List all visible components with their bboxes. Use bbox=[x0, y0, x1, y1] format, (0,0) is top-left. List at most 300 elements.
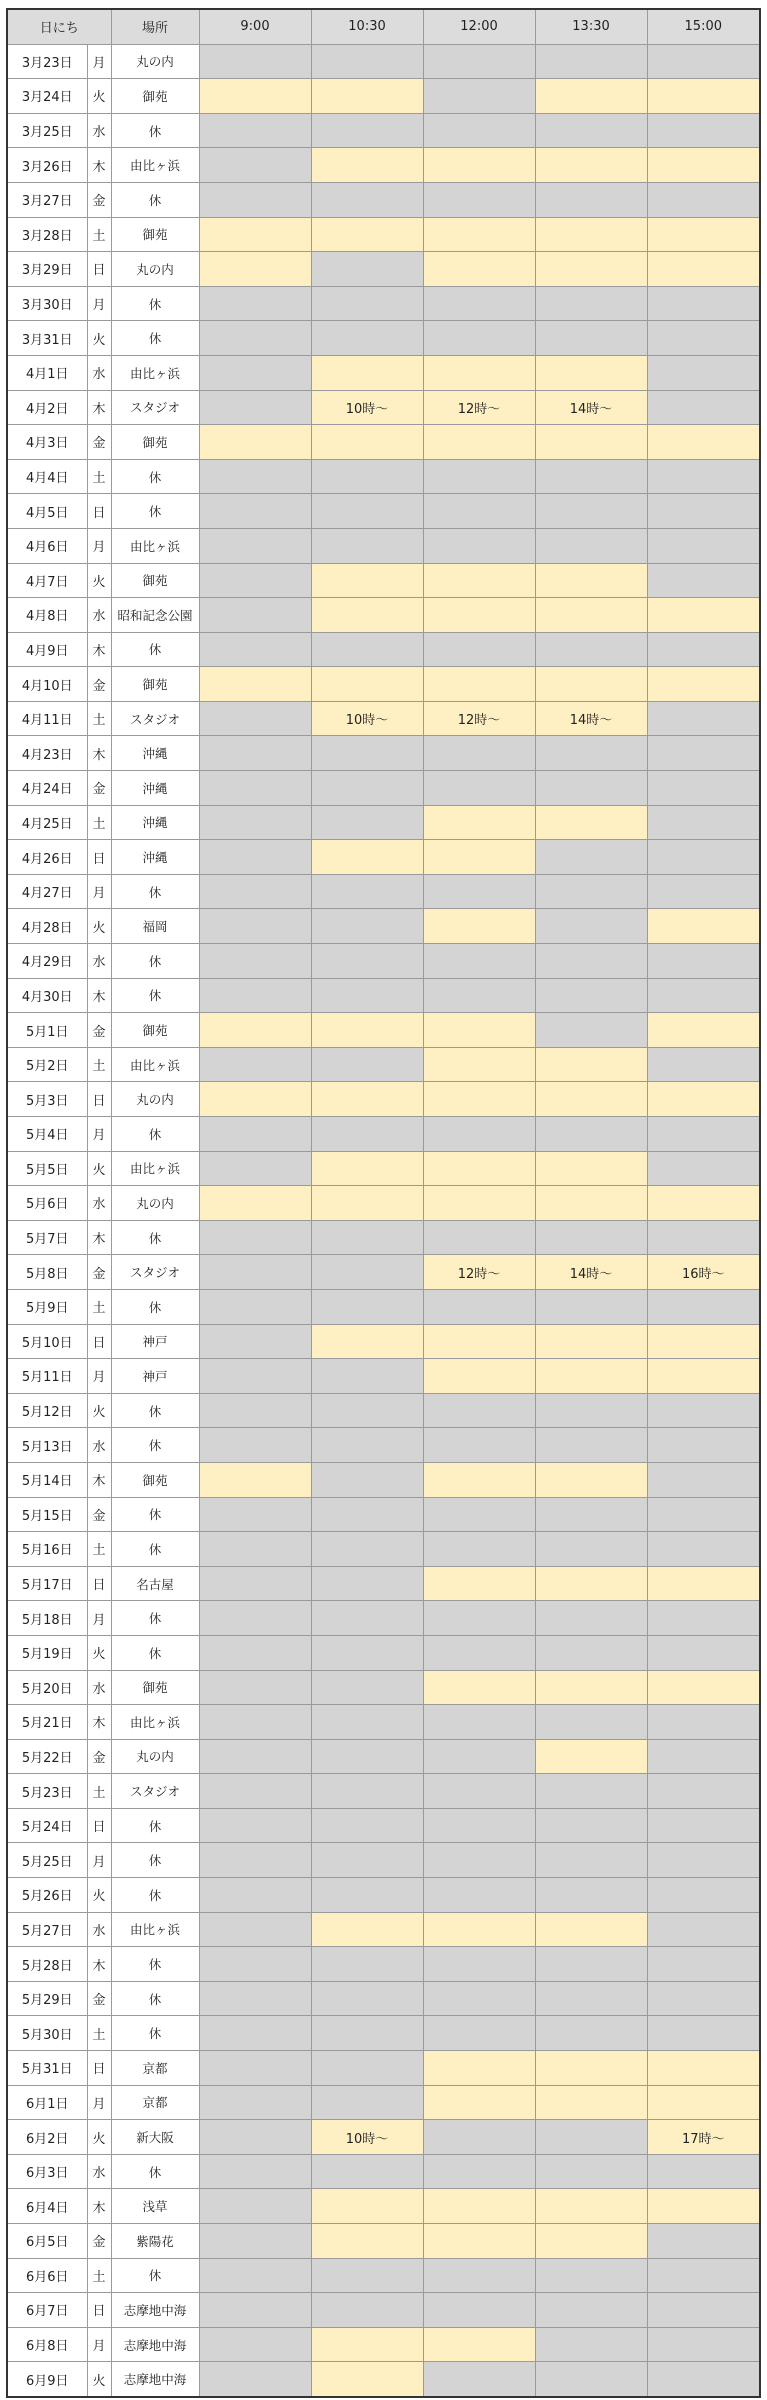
slot-cell-available bbox=[423, 355, 535, 390]
slot-cell-unavailable bbox=[199, 874, 311, 909]
slot-cell-unavailable bbox=[199, 286, 311, 321]
row-weekday: 金 bbox=[87, 667, 111, 702]
slot-cell-unavailable bbox=[535, 1289, 647, 1324]
row-weekday: 金 bbox=[87, 425, 111, 460]
slot-cell-unavailable bbox=[647, 1774, 760, 1809]
row-weekday: 月 bbox=[87, 874, 111, 909]
row-date: 4月6日 bbox=[7, 528, 87, 563]
row-weekday: 土 bbox=[87, 459, 111, 494]
row-place: 休 bbox=[111, 1532, 199, 1567]
row-weekday: 火 bbox=[87, 563, 111, 598]
row-place: 休 bbox=[111, 321, 199, 356]
slot-cell-unavailable bbox=[311, 321, 423, 356]
slot-cell-unavailable bbox=[199, 390, 311, 425]
slot-cell-unavailable bbox=[423, 1117, 535, 1152]
row-weekday: 土 bbox=[87, 217, 111, 252]
slot-cell-unavailable bbox=[647, 2362, 760, 2397]
table-row bbox=[7, 563, 760, 598]
row-date: 5月8日 bbox=[7, 1255, 87, 1290]
slot-cell-available bbox=[535, 1047, 647, 1082]
row-weekday: 日 bbox=[87, 1082, 111, 1117]
row-weekday: 木 bbox=[87, 1947, 111, 1982]
slot-cell-unavailable bbox=[311, 113, 423, 148]
row-place: 御苑 bbox=[111, 1462, 199, 1497]
slot-cell-available bbox=[423, 1670, 535, 1705]
slot-cell-unavailable bbox=[535, 1428, 647, 1463]
slot-cell-available bbox=[535, 252, 647, 287]
slot-cell-available: 17時〜 bbox=[647, 2120, 760, 2155]
slot-cell-available bbox=[647, 425, 760, 460]
slot-cell-unavailable bbox=[535, 494, 647, 529]
row-weekday: 火 bbox=[87, 321, 111, 356]
row-place: 新大阪 bbox=[111, 2120, 199, 2155]
table-row bbox=[7, 1843, 760, 1878]
slot-cell-unavailable bbox=[199, 1843, 311, 1878]
slot-cell-unavailable bbox=[647, 563, 760, 598]
slot-cell-unavailable bbox=[199, 182, 311, 217]
row-place: 休 bbox=[111, 2154, 199, 2189]
slot-cell-unavailable bbox=[535, 1497, 647, 1532]
header-time-1200: 12:00 bbox=[423, 9, 535, 44]
slot-cell-unavailable bbox=[647, 771, 760, 806]
slot-cell-unavailable bbox=[647, 1047, 760, 1082]
slot-cell-available bbox=[423, 667, 535, 702]
table-row bbox=[7, 701, 760, 736]
row-place: 丸の内 bbox=[111, 1082, 199, 1117]
slot-cell-unavailable bbox=[535, 909, 647, 944]
slot-cell-unavailable bbox=[647, 321, 760, 356]
row-date: 4月25日 bbox=[7, 805, 87, 840]
table-row bbox=[7, 874, 760, 909]
row-date: 3月27日 bbox=[7, 182, 87, 217]
slot-cell-available bbox=[647, 1324, 760, 1359]
slot-cell-unavailable bbox=[311, 1289, 423, 1324]
slot-cell-unavailable bbox=[535, 1601, 647, 1636]
slot-cell-unavailable bbox=[311, 1532, 423, 1567]
slot-cell-unavailable bbox=[423, 44, 535, 79]
row-weekday: 金 bbox=[87, 771, 111, 806]
slot-cell-unavailable bbox=[199, 1739, 311, 1774]
table-row bbox=[7, 355, 760, 390]
row-date: 5月20日 bbox=[7, 1670, 87, 1705]
slot-cell-available bbox=[423, 148, 535, 183]
row-weekday: 水 bbox=[87, 2154, 111, 2189]
slot-cell-unavailable bbox=[199, 2327, 311, 2362]
row-weekday: 月 bbox=[87, 1843, 111, 1878]
row-date: 4月30日 bbox=[7, 978, 87, 1013]
table-row bbox=[7, 1013, 760, 1048]
slot-cell-available bbox=[423, 1912, 535, 1947]
slot-cell-unavailable bbox=[199, 1912, 311, 1947]
slot-cell-unavailable bbox=[199, 1255, 311, 1290]
slot-cell-unavailable bbox=[647, 286, 760, 321]
slot-cell-unavailable bbox=[535, 1635, 647, 1670]
slot-cell-available bbox=[311, 1082, 423, 1117]
slot-cell-unavailable bbox=[647, 2016, 760, 2051]
slot-cell-unavailable bbox=[647, 736, 760, 771]
slot-cell-unavailable bbox=[311, 182, 423, 217]
slot-cell-unavailable bbox=[311, 1947, 423, 1982]
table-row bbox=[7, 1601, 760, 1636]
table-row bbox=[7, 1739, 760, 1774]
slot-cell-available bbox=[647, 909, 760, 944]
row-place: 休 bbox=[111, 182, 199, 217]
row-date: 4月26日 bbox=[7, 840, 87, 875]
slot-cell-unavailable bbox=[423, 771, 535, 806]
slot-cell-unavailable bbox=[535, 978, 647, 1013]
row-place: 休 bbox=[111, 1635, 199, 1670]
slot-cell-unavailable bbox=[535, 528, 647, 563]
slot-cell-unavailable bbox=[535, 840, 647, 875]
slot-cell-unavailable bbox=[647, 978, 760, 1013]
table-row bbox=[7, 2085, 760, 2120]
slot-cell-unavailable bbox=[647, 1808, 760, 1843]
table-row bbox=[7, 2327, 760, 2362]
row-date: 5月1日 bbox=[7, 1013, 87, 1048]
slot-cell-unavailable bbox=[199, 1151, 311, 1186]
table-row bbox=[7, 2154, 760, 2189]
row-date: 6月8日 bbox=[7, 2327, 87, 2362]
slot-cell-unavailable bbox=[311, 1255, 423, 1290]
slot-cell-unavailable bbox=[199, 1220, 311, 1255]
row-place: 御苑 bbox=[111, 563, 199, 598]
slot-cell-unavailable bbox=[423, 2016, 535, 2051]
slot-cell-available bbox=[535, 805, 647, 840]
row-weekday: 金 bbox=[87, 1013, 111, 1048]
row-date: 5月19日 bbox=[7, 1635, 87, 1670]
slot-cell-available bbox=[311, 2189, 423, 2224]
row-date: 5月4日 bbox=[7, 1117, 87, 1152]
row-date: 5月26日 bbox=[7, 1878, 87, 1913]
row-weekday: 火 bbox=[87, 79, 111, 114]
slot-cell-unavailable bbox=[311, 494, 423, 529]
slot-cell-unavailable bbox=[199, 2085, 311, 2120]
slot-cell-unavailable bbox=[423, 2293, 535, 2328]
row-date: 4月7日 bbox=[7, 563, 87, 598]
slot-cell-unavailable bbox=[647, 1878, 760, 1913]
slot-cell-available bbox=[423, 425, 535, 460]
slot-cell-unavailable bbox=[535, 2362, 647, 2397]
row-date: 6月2日 bbox=[7, 2120, 87, 2155]
row-place: 丸の内 bbox=[111, 1186, 199, 1221]
slot-cell-unavailable bbox=[199, 1635, 311, 1670]
row-date: 5月6日 bbox=[7, 1186, 87, 1221]
row-place: 京都 bbox=[111, 2085, 199, 2120]
slot-cell-available bbox=[311, 840, 423, 875]
slot-cell-unavailable bbox=[535, 771, 647, 806]
slot-cell-unavailable bbox=[423, 632, 535, 667]
row-place: 志摩地中海 bbox=[111, 2293, 199, 2328]
row-place: 浅草 bbox=[111, 2189, 199, 2224]
row-date: 5月7日 bbox=[7, 1220, 87, 1255]
slot-cell-available bbox=[423, 2224, 535, 2259]
row-date: 5月2日 bbox=[7, 1047, 87, 1082]
row-place: 神戸 bbox=[111, 1324, 199, 1359]
slot-cell-unavailable bbox=[199, 1393, 311, 1428]
row-date: 5月23日 bbox=[7, 1774, 87, 1809]
row-place: 休 bbox=[111, 632, 199, 667]
table-row bbox=[7, 2293, 760, 2328]
table-row bbox=[7, 1220, 760, 1255]
slot-cell-unavailable bbox=[535, 1947, 647, 1982]
slot-cell-unavailable bbox=[423, 182, 535, 217]
slot-cell-unavailable bbox=[311, 1428, 423, 1463]
slot-cell-unavailable bbox=[647, 494, 760, 529]
slot-cell-unavailable bbox=[311, 736, 423, 771]
row-weekday: 火 bbox=[87, 1635, 111, 1670]
row-date: 3月29日 bbox=[7, 252, 87, 287]
slot-cell-unavailable bbox=[199, 632, 311, 667]
slot-cell-unavailable bbox=[647, 1635, 760, 1670]
slot-cell-available bbox=[535, 1739, 647, 1774]
slot-cell-available bbox=[199, 79, 311, 114]
slot-cell-unavailable bbox=[199, 1289, 311, 1324]
slot-cell-available bbox=[199, 1082, 311, 1117]
row-date: 5月11日 bbox=[7, 1359, 87, 1394]
table-row bbox=[7, 425, 760, 460]
table-row bbox=[7, 978, 760, 1013]
slot-cell-unavailable bbox=[423, 1705, 535, 1740]
row-weekday: 水 bbox=[87, 598, 111, 633]
table-row bbox=[7, 2051, 760, 2086]
slot-cell-available: 14時〜 bbox=[535, 701, 647, 736]
slot-cell-available: 10時〜 bbox=[311, 2120, 423, 2155]
row-date: 3月24日 bbox=[7, 79, 87, 114]
slot-cell-unavailable bbox=[647, 1947, 760, 1982]
row-place: 御苑 bbox=[111, 1013, 199, 1048]
slot-cell-unavailable bbox=[199, 701, 311, 736]
row-date: 5月16日 bbox=[7, 1532, 87, 1567]
slot-cell-unavailable bbox=[199, 1324, 311, 1359]
row-place: 御苑 bbox=[111, 425, 199, 460]
slot-cell-unavailable bbox=[199, 2224, 311, 2259]
slot-cell-unavailable bbox=[311, 252, 423, 287]
slot-cell-available bbox=[423, 840, 535, 875]
row-place: 紫陽花 bbox=[111, 2224, 199, 2259]
slot-cell-unavailable bbox=[535, 1843, 647, 1878]
slot-cell-unavailable bbox=[199, 321, 311, 356]
table-row bbox=[7, 840, 760, 875]
row-weekday: 木 bbox=[87, 978, 111, 1013]
row-weekday: 日 bbox=[87, 2293, 111, 2328]
row-weekday: 金 bbox=[87, 1255, 111, 1290]
table-row bbox=[7, 182, 760, 217]
row-place: スタジオ bbox=[111, 1255, 199, 1290]
slot-cell-unavailable bbox=[199, 1497, 311, 1532]
table-row bbox=[7, 1774, 760, 1809]
slot-cell-unavailable bbox=[199, 44, 311, 79]
slot-cell-available bbox=[535, 1462, 647, 1497]
slot-cell-unavailable bbox=[311, 2154, 423, 2189]
slot-cell-unavailable bbox=[423, 736, 535, 771]
slot-cell-available bbox=[647, 1186, 760, 1221]
slot-cell-available: 10時〜 bbox=[311, 390, 423, 425]
slot-cell-available bbox=[423, 2327, 535, 2362]
slot-cell-available: 10時〜 bbox=[311, 701, 423, 736]
table-row bbox=[7, 805, 760, 840]
slot-cell-unavailable bbox=[311, 805, 423, 840]
slot-cell-unavailable bbox=[535, 632, 647, 667]
row-place: スタジオ bbox=[111, 1774, 199, 1809]
row-date: 6月4日 bbox=[7, 2189, 87, 2224]
slot-cell-available bbox=[535, 1912, 647, 1947]
slot-cell-unavailable bbox=[199, 1117, 311, 1152]
row-place: 御苑 bbox=[111, 1670, 199, 1705]
slot-cell-unavailable bbox=[199, 2120, 311, 2155]
row-place: 休 bbox=[111, 1843, 199, 1878]
slot-cell-unavailable bbox=[535, 2293, 647, 2328]
slot-cell-unavailable bbox=[647, 1532, 760, 1567]
row-place: 丸の内 bbox=[111, 44, 199, 79]
slot-cell-available bbox=[423, 1462, 535, 1497]
slot-cell-unavailable bbox=[535, 2154, 647, 2189]
slot-cell-available bbox=[311, 1912, 423, 1947]
row-weekday: 月 bbox=[87, 44, 111, 79]
row-weekday: 木 bbox=[87, 736, 111, 771]
row-weekday: 火 bbox=[87, 1393, 111, 1428]
slot-cell-available bbox=[535, 1151, 647, 1186]
row-date: 6月7日 bbox=[7, 2293, 87, 2328]
slot-cell-unavailable bbox=[535, 1981, 647, 2016]
row-date: 4月1日 bbox=[7, 355, 87, 390]
table-row bbox=[7, 944, 760, 979]
slot-cell-unavailable bbox=[647, 459, 760, 494]
row-place: 御苑 bbox=[111, 79, 199, 114]
slot-cell-unavailable bbox=[423, 494, 535, 529]
slot-cell-unavailable bbox=[423, 1808, 535, 1843]
slot-cell-unavailable bbox=[423, 1774, 535, 1809]
slot-cell-available bbox=[647, 1359, 760, 1394]
slot-cell-available bbox=[647, 2189, 760, 2224]
slot-cell-available bbox=[199, 1013, 311, 1048]
row-place: 丸の内 bbox=[111, 252, 199, 287]
slot-cell-available bbox=[311, 2224, 423, 2259]
slot-cell-available bbox=[311, 598, 423, 633]
slot-cell-unavailable bbox=[311, 1774, 423, 1809]
slot-cell-unavailable bbox=[311, 1808, 423, 1843]
slot-cell-available bbox=[535, 1359, 647, 1394]
row-place: 休 bbox=[111, 1601, 199, 1636]
slot-cell-available bbox=[199, 1186, 311, 1221]
slot-cell-unavailable bbox=[311, 909, 423, 944]
header-time-0900: 9:00 bbox=[199, 9, 311, 44]
slot-cell-available bbox=[647, 1013, 760, 1048]
row-weekday: 日 bbox=[87, 1324, 111, 1359]
row-date: 4月28日 bbox=[7, 909, 87, 944]
slot-cell-available bbox=[535, 667, 647, 702]
slot-cell-unavailable bbox=[535, 2016, 647, 2051]
row-place: 志摩地中海 bbox=[111, 2327, 199, 2362]
slot-cell-unavailable bbox=[647, 1843, 760, 1878]
row-place: スタジオ bbox=[111, 701, 199, 736]
row-weekday: 木 bbox=[87, 148, 111, 183]
row-date: 6月3日 bbox=[7, 2154, 87, 2189]
table-row bbox=[7, 909, 760, 944]
slot-cell-available bbox=[535, 2051, 647, 2086]
row-weekday: 土 bbox=[87, 1047, 111, 1082]
slot-cell-available bbox=[647, 2051, 760, 2086]
slot-cell-unavailable bbox=[647, 2327, 760, 2362]
slot-cell-unavailable bbox=[647, 1705, 760, 1740]
row-place: 沖縄 bbox=[111, 771, 199, 806]
row-weekday: 水 bbox=[87, 944, 111, 979]
row-weekday: 火 bbox=[87, 2362, 111, 2397]
slot-cell-unavailable bbox=[423, 1878, 535, 1913]
slot-cell-unavailable bbox=[311, 1878, 423, 1913]
slot-cell-unavailable bbox=[199, 1532, 311, 1567]
slot-cell-unavailable bbox=[311, 2293, 423, 2328]
row-place: 休 bbox=[111, 494, 199, 529]
row-place: 休 bbox=[111, 2016, 199, 2051]
row-place: 休 bbox=[111, 1878, 199, 1913]
row-weekday: 月 bbox=[87, 2327, 111, 2362]
row-place: 休 bbox=[111, 1497, 199, 1532]
table-row bbox=[7, 1912, 760, 1947]
row-place: 休 bbox=[111, 1393, 199, 1428]
slot-cell-available bbox=[647, 1670, 760, 1705]
slot-cell-unavailable bbox=[199, 1808, 311, 1843]
row-weekday: 火 bbox=[87, 1151, 111, 1186]
slot-cell-unavailable bbox=[423, 286, 535, 321]
row-weekday: 金 bbox=[87, 2224, 111, 2259]
table-row bbox=[7, 286, 760, 321]
slot-cell-unavailable bbox=[311, 944, 423, 979]
table-row bbox=[7, 1186, 760, 1221]
row-weekday: 土 bbox=[87, 2016, 111, 2051]
slot-cell-unavailable bbox=[535, 1878, 647, 1913]
slot-cell-unavailable bbox=[647, 2293, 760, 2328]
row-weekday: 土 bbox=[87, 701, 111, 736]
row-date: 4月29日 bbox=[7, 944, 87, 979]
slot-cell-available bbox=[423, 2189, 535, 2224]
slot-cell-available bbox=[647, 598, 760, 633]
row-date: 5月18日 bbox=[7, 1601, 87, 1636]
slot-cell-available bbox=[311, 355, 423, 390]
slot-cell-available bbox=[423, 909, 535, 944]
table-row bbox=[7, 1635, 760, 1670]
row-weekday: 日 bbox=[87, 252, 111, 287]
slot-cell-available: 14時〜 bbox=[535, 1255, 647, 1290]
slot-cell-available bbox=[423, 1566, 535, 1601]
slot-cell-unavailable bbox=[199, 1947, 311, 1982]
schedule-body bbox=[7, 44, 760, 2397]
row-weekday: 木 bbox=[87, 1462, 111, 1497]
table-row bbox=[7, 1462, 760, 1497]
row-place: 福岡 bbox=[111, 909, 199, 944]
slot-cell-unavailable bbox=[311, 44, 423, 79]
row-place: 休 bbox=[111, 1981, 199, 2016]
slot-cell-unavailable bbox=[535, 459, 647, 494]
slot-cell-unavailable bbox=[423, 2362, 535, 2397]
row-date: 5月27日 bbox=[7, 1912, 87, 1947]
row-place: 由比ヶ浜 bbox=[111, 1912, 199, 1947]
slot-cell-available bbox=[423, 1359, 535, 1394]
slot-cell-unavailable bbox=[535, 1117, 647, 1152]
slot-cell-unavailable bbox=[647, 701, 760, 736]
row-date: 5月25日 bbox=[7, 1843, 87, 1878]
slot-cell-available bbox=[647, 667, 760, 702]
slot-cell-unavailable bbox=[199, 494, 311, 529]
slot-cell-available bbox=[423, 1047, 535, 1082]
slot-cell-unavailable bbox=[423, 1947, 535, 1982]
slot-cell-unavailable bbox=[311, 1393, 423, 1428]
schedule-sheet bbox=[6, 8, 759, 2398]
table-row bbox=[7, 1670, 760, 1705]
table-row bbox=[7, 390, 760, 425]
slot-cell-available bbox=[423, 1082, 535, 1117]
schedule-table bbox=[6, 8, 761, 2398]
slot-cell-unavailable bbox=[423, 1601, 535, 1636]
